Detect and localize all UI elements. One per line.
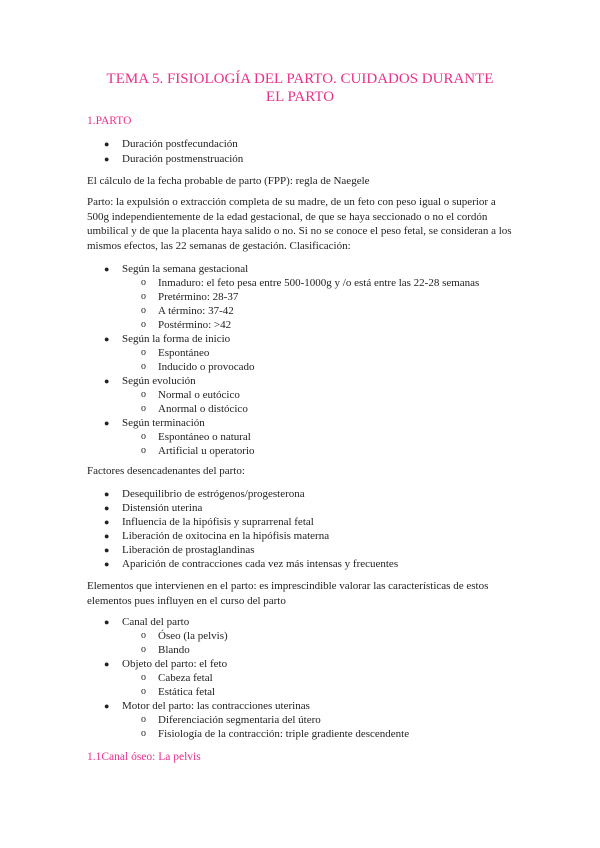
list-item: Duración postfecundación (122, 138, 238, 150)
list-item: Duración postmenstruación (122, 153, 244, 165)
list-item: Según terminación (122, 417, 205, 429)
page-title: TEMA 5. FISIOLOGÍA DEL PARTO. CUIDADOS DURANTE EL PARTO (106, 71, 494, 105)
bullet-icon: ● (104, 503, 110, 513)
sub-list-item: Diferenciación segmentaria del útero (158, 714, 321, 726)
circle-bullet-icon: o (141, 672, 146, 683)
circle-bullet-icon: o (141, 361, 146, 372)
sub-list-item: Anormal o distócico (158, 403, 248, 415)
sub-list-item: Espontáneo (158, 347, 210, 359)
list-item: Liberación de prostaglandinas (122, 544, 255, 556)
bullet-icon: ● (104, 659, 110, 669)
circle-bullet-icon: o (141, 319, 146, 330)
circle-bullet-icon: o (141, 644, 146, 655)
bullet-icon: ● (104, 531, 110, 541)
fpp-paragraph: El cálculo de la fecha probable de parto (FPP): regla de Naegele (87, 175, 370, 187)
list-item: Desequilibrio de estrógenos/progesterona (122, 488, 305, 500)
circle-bullet-icon: o (141, 277, 146, 288)
circle-bullet-icon: o (141, 389, 146, 400)
circle-bullet-icon: o (141, 347, 146, 358)
bullet-icon: ● (104, 545, 110, 555)
list-item: Objeto del parto: el feto (122, 658, 228, 670)
bullet-icon: ● (104, 559, 110, 569)
sub-list-item: Cabeza fetal (158, 672, 213, 684)
list-item: Distensión uterina (122, 502, 203, 514)
circle-bullet-icon: o (141, 686, 146, 697)
bullet-icon: ● (104, 334, 110, 344)
list-item: Aparición de contracciones cada vez más intensas y frecuentes (122, 558, 399, 570)
parto-definition-paragraph: Parto: la expulsión o extracción completa de su madre, de un feto con peso igual o superior a 500g independientemente de la edad gestacional, de que se haya seccionado o no el cordón umbilical y de que la placenta haya salido o no. Si no se conoce el peso fetal, se consideran a los mismos efectos, las 22 semanas de gestación. Clasificación: (87, 196, 512, 252)
sub-list-item: A término: 37-42 (158, 305, 234, 317)
list-item: Canal del parto (122, 616, 190, 628)
sub-list-item: Artificial u operatorio (158, 445, 255, 457)
elements-intro: Elementos que intervienen en el parto: es imprescindible valorar las características de estos elementos pues influyen en el curso del parto (87, 580, 489, 607)
section-heading-parto: 1.PARTO (87, 115, 132, 127)
list-item: Según la semana gestacional (122, 263, 249, 275)
bullet-icon: ● (104, 489, 110, 499)
circle-bullet-icon: o (141, 714, 146, 725)
sub-list-item: Inducido o provocado (158, 361, 255, 373)
circle-bullet-icon: o (141, 305, 146, 316)
list-item: Influencia de la hipófisis y suprarrenal fetal (122, 516, 314, 528)
section-heading-canal-oseo: 1.1Canal óseo: La pelvis (87, 751, 201, 763)
list-item: Motor del parto: las contracciones uterinas (122, 700, 310, 712)
circle-bullet-icon: o (141, 728, 146, 739)
sub-list-item: Postérmino: >42 (158, 319, 232, 331)
sub-list-item: Espontáneo o natural (158, 431, 251, 443)
bullet-icon: ● (104, 701, 110, 711)
list-item: Según la forma de inicio (122, 333, 231, 345)
circle-bullet-icon: o (141, 630, 146, 641)
list-item: Liberación de oxitocina en la hipófisis materna (122, 530, 330, 542)
bullet-icon: ● (104, 617, 110, 627)
sub-list-item: Óseo (la pelvis) (158, 630, 228, 642)
factors-intro: Factores desencadenantes del parto: (87, 465, 245, 477)
circle-bullet-icon: o (141, 403, 146, 414)
bullet-icon: ● (104, 376, 110, 386)
bullet-icon: ● (104, 418, 110, 428)
sub-list-item: Fisiología de la contracción: triple gradiente descendente (158, 728, 410, 740)
circle-bullet-icon: o (141, 445, 146, 456)
bullet-icon: ● (104, 139, 110, 149)
circle-bullet-icon: o (141, 291, 146, 302)
circle-bullet-icon: o (141, 431, 146, 442)
sub-list-item: Blando (158, 644, 190, 656)
list-item: Según evolución (122, 375, 196, 387)
bullet-icon: ● (104, 154, 110, 164)
sub-list-item: Estática fetal (158, 686, 216, 698)
bullet-icon: ● (104, 264, 110, 274)
sub-list-item: Normal o eutócico (158, 389, 240, 401)
sub-list-item: Inmaduro: el feto pesa entre 500-1000g y /o está entre las 22-28 semanas (158, 277, 480, 289)
bullet-icon: ● (104, 517, 110, 527)
sub-list-item: Pretérmino: 28-37 (158, 291, 239, 303)
